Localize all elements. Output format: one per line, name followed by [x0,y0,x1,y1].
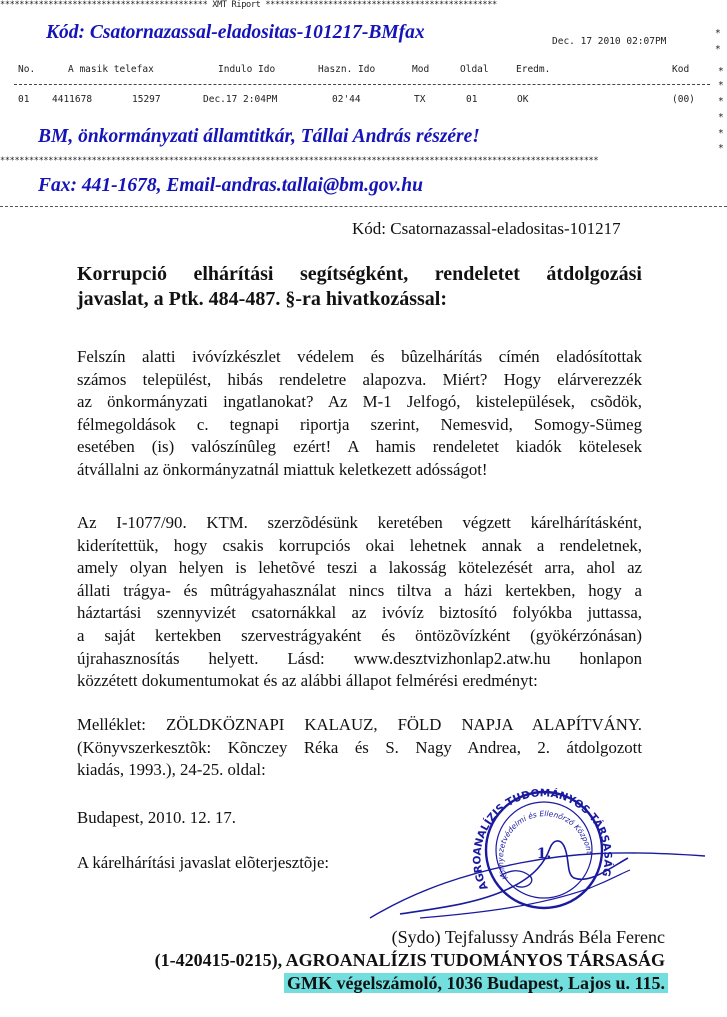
fax-row-pages: 01 [466,94,478,105]
fax-col-pages: Oldal [460,64,489,75]
paragraph-line: Az I-1077/90. KTM. szerzõdésünk keretében végzett kárelhárításként, [77,513,642,532]
fax-col-duration: Haszn. Ido [318,64,376,75]
side-star-6: * [718,112,724,123]
paragraph-line: esetében (is) valószínûleg ezért! A hamis rendeletet kiadók kötelesek [77,437,642,457]
code-annotation: Kód: Csatornazassal-eladositas-101217-BMfax [46,22,425,43]
stamp-outer-text: AGROANALÍZIS TUDOMÁNYOS TÁRSASÁG [471,787,614,892]
side-star-7: * [718,128,724,139]
paragraph-line: a saját kertekben szervestrágyaként és öntözõvízként (gyökérzónásan) [77,625,642,645]
paragraph-2 [77,512,642,693]
recipient-annotation: BM, önkormányzati államtitkár, Tállai András részére! [38,126,480,147]
side-star-5: * [718,96,724,107]
side-star-4: * [718,80,724,91]
fax-row-duration: 02'44 [332,94,361,105]
title-line: Korrupció elhárítási segítségként, rendeletet átdolgozási [77,263,642,285]
fax-col-code: Kod [672,64,690,75]
document-ref-code: Kód: Csatornazassal-eladositas-101217 [352,219,621,238]
signature-address [284,973,668,994]
fax-col-start: Indulo Ido [218,64,276,75]
side-star-1: * [715,28,721,39]
fax-report-title-line: ******************************************* XMT Riport ************************************************ [0,0,497,10]
fax-star-line: **************************************************************************************************************************** [0,156,599,166]
paragraph-line: kiadás, 1993.), 24-25. oldal: [77,760,266,780]
paragraph-line: Felszín alatti ivóvízkészlet védelem és bûzelhárítás címén eladósítottak [77,347,642,366]
paragraph-line: Melléklet: ZÖLDKÖZNAPI KALAUZ, FÖLD NAPJA ALAPÍTVÁNY. [77,715,642,734]
fax-row-no: 01 [18,94,30,105]
fax-datetime: Dec. 17 2010 02:07PM [552,36,667,47]
paragraph-line: (Könyvszerkesztõk: Kõnczey Réka és S. Nagy Andrea, 2. átdolgozott [77,737,642,757]
document-title [77,262,642,311]
paragraph-line: amely olyan helyen is lehetõvé teszi a lakosság kötelezését arra, ahol az [77,558,642,578]
paragraph-1 [77,346,642,482]
paragraph-line: számos települést, hibás rendeletre alapozva. Miért? Hogy elárverezzék [77,369,642,389]
signature-address-text: GMK végelszámoló, 1036 Budapest, Lajos u. 115. [284,973,668,993]
paragraph-line: újrahasznosítás helyett. Lásd: www.desztvizhonlap2.atw.hu honlapon [77,648,642,668]
paragraph-line: kiderítettük, hogy csakis korrupciós okai lehetnek annak a rendeletnek, [77,535,642,555]
fax-row-id: 15297 [132,94,161,105]
paragraph-line: állati trágya- és mûtrágyahasználat nincs tiltva a házi kertekben, hogy a [77,580,642,600]
handwritten-signature [360,818,720,928]
side-star-8: * [718,143,724,154]
fax-row-code: (00) [672,94,695,105]
signature-name: (Sydo) Tejfalussy András Béla Ferenc [391,927,665,947]
signature-organization: (1-420415-0215), AGROANALÍZIS TUDOMÁNYOS TÁRSASÁG [154,950,665,970]
fax-col-result: Eredm. [516,64,551,75]
fax-row-number: 4411678 [52,94,93,105]
fax-col-telefax: A masik telefax [68,64,154,75]
header-bottom-divider [0,206,727,207]
fax-row-result: OK [517,94,529,105]
paragraph-line: háztartási szennyvizét csatornákkal az ivóvíz biztosító folyókba juttassa, [77,603,642,623]
fax-col-mode: Mod [412,64,430,75]
paragraph-line: közzétett dokumentumokat és az alábbi állapot felmérési eredményt: [77,671,538,691]
fax-row-mode: TX [414,94,426,105]
stamp-inner-text: Környezetvédelmi és Ellenőrző Központ [495,809,594,882]
paragraph-3-attachment [77,714,642,782]
side-star-3: * [718,66,724,77]
fax-col-no: No. [18,64,36,75]
fax-divider [14,84,710,85]
side-star-2: * [715,44,721,55]
paragraph-line: félmegoldások c. tegnapi riportja szerint, Nemesvid, Somogy-Sümeg [77,414,642,434]
paragraph-line: az önkormányzati ingatlanokat? Az M-1 Jelfogó, kistelepülések, csõdök, [77,392,642,412]
fax-email-annotation: Fax: 441-1678, Email-andras.tallai@bm.gov.hu [38,175,423,196]
paragraph-line: átvállalni az önkormányzatnál miattuk keletkezett adósságot! [77,459,488,479]
title-line: javaslat, a Ptk. 484-487. §-ra hivatkozással: [77,287,447,310]
fax-row-start: Dec.17 2:04PM [203,94,278,105]
place-date: Budapest, 2010. 12. 17. [77,808,236,827]
submitter-label: A kárelhárítási javaslat elõterjesztõje: [77,853,330,872]
stamp-center-number: 1. [536,846,552,862]
